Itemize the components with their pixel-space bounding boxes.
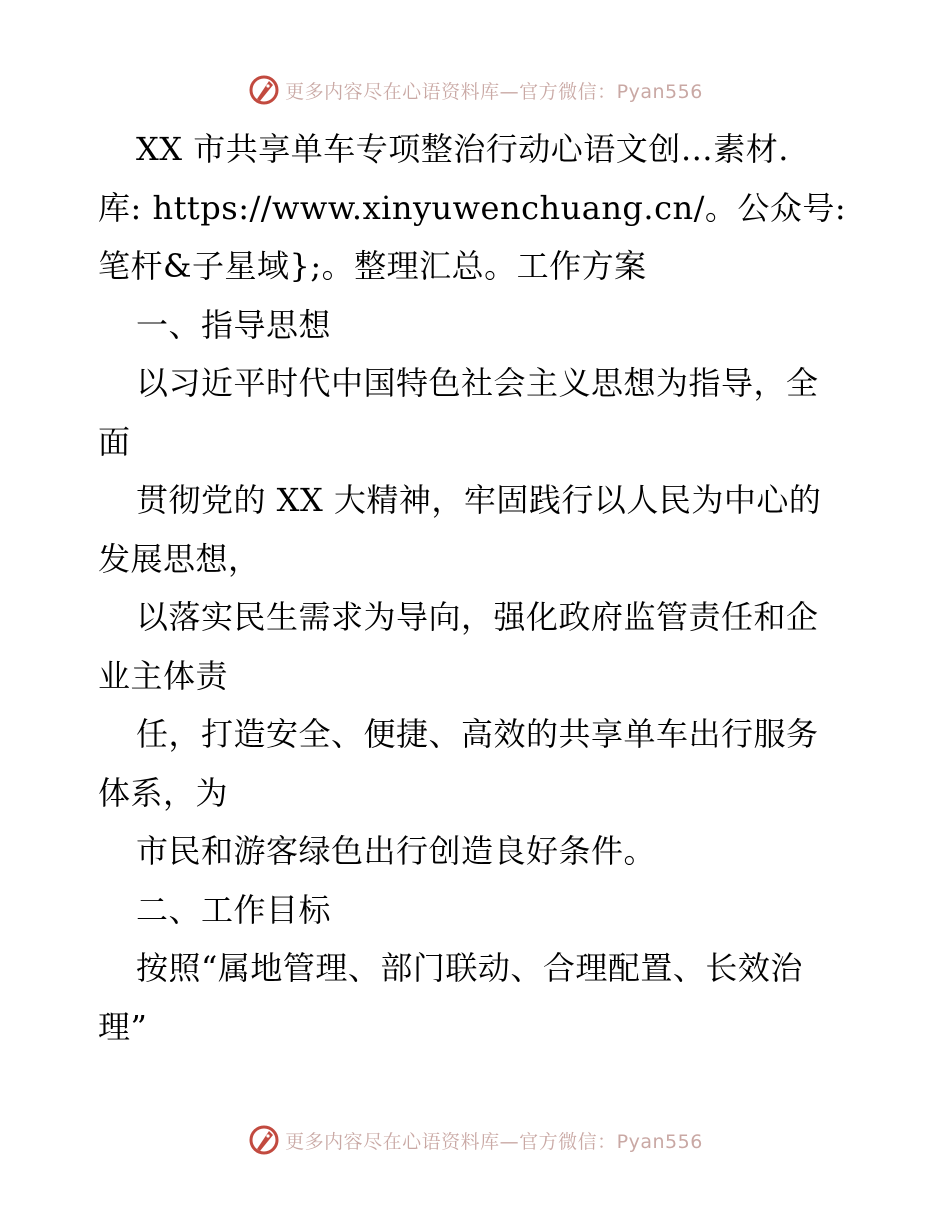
document-line: XX 市共享单车专项整治行动心语文创…素材. bbox=[136, 130, 789, 168]
watermark-text: 更多内容尽在心语资料库—官方微信：Pyan556 bbox=[285, 1130, 703, 1153]
document-line: 一、指导思想 bbox=[136, 305, 332, 344]
pen-nib-logo-icon bbox=[247, 1123, 281, 1157]
document-body bbox=[98, 120, 858, 1056]
document-line: 面 bbox=[98, 422, 131, 461]
watermark-text: 更多内容尽在心语资料库—官方微信：Pyan556 bbox=[285, 80, 703, 103]
document-line: 按照“属地管理、部门联动、合理配置、长效治 bbox=[136, 949, 803, 987]
footer-watermark-banner bbox=[0, 1120, 950, 1160]
document-line: 市民和游客绿色出行创造良好条件。 bbox=[136, 832, 657, 870]
header-watermark-banner bbox=[0, 70, 950, 110]
document-line: 以落实民生需求为导向，强化政府监管责任和企 bbox=[136, 598, 819, 636]
document-line: 体系，为 bbox=[98, 773, 229, 812]
document-line: 库: https://www.xinyuwenchuang.cn/。公众号: bbox=[98, 188, 847, 227]
document-line: 任，打造安全、便捷、高效的共享单车出行服务 bbox=[136, 715, 819, 753]
document-line: 以习近平时代中国特色社会主义思想为指导，全 bbox=[136, 364, 819, 402]
pen-nib-logo-icon bbox=[247, 73, 281, 107]
document-line: 业主体责 bbox=[98, 656, 229, 695]
document-line: 贯彻党的 XX 大精神，牢固践行以人民为中心的 bbox=[136, 481, 822, 519]
document-line: 理” bbox=[98, 1007, 148, 1046]
document-line: 二、工作目标 bbox=[136, 890, 332, 929]
document-line: 发展思想， bbox=[98, 539, 261, 578]
document-line: 笔杆&子星域};。整理汇总。工作方案 bbox=[98, 247, 647, 285]
